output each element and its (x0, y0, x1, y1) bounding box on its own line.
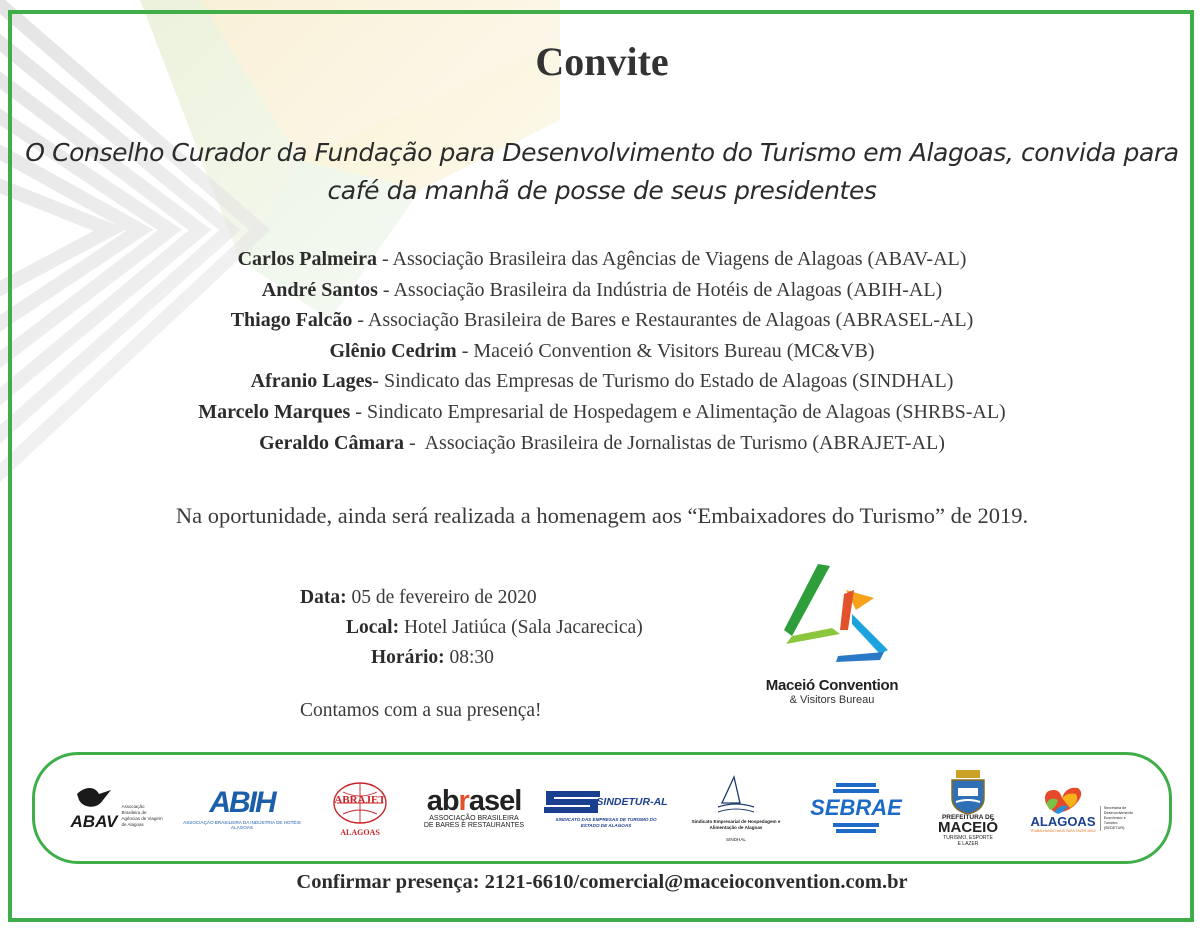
event-details (300, 583, 643, 673)
coat-of-arms-icon (948, 770, 988, 814)
place-label: Local: (346, 617, 400, 638)
event-time (300, 643, 643, 673)
member-org: Sindicato das Empresas de Turismo do Estado de Alagoas (SINDHAL) (383, 370, 954, 393)
member-org: Maceió Convention & Visitors Bureau (MC&VB) (473, 339, 875, 362)
date-label: Data: (300, 587, 347, 608)
member-row (0, 244, 1204, 275)
sindetur-logo-name: SINDETUR-AL (596, 796, 668, 808)
prefeitura-maceio-logo (919, 755, 1017, 861)
alagoas-logo-name: ALAGOAS (1030, 813, 1096, 829)
event-date (300, 583, 643, 613)
member-row (0, 275, 1204, 306)
member-name: Afranio Lages (250, 370, 373, 393)
mcvb-logo (752, 558, 912, 718)
member-row (0, 366, 1204, 397)
member-list (0, 244, 1204, 458)
member-org: Associação Brasileira das Agências de Viagens de Alagoas (ABAV-AL) (392, 248, 967, 270)
abih-logo-sub2: ALAGOAS (231, 825, 253, 830)
mcvb-logo-icon (772, 558, 892, 676)
member-separator: - (376, 248, 393, 270)
sindhal-logo (681, 755, 791, 861)
member-name: Geraldo Câmara (259, 431, 405, 454)
member-separator: - (352, 309, 368, 332)
sebrae-bar (833, 823, 879, 827)
member-org: Associação Brasileira da Indústria de Hotéis de Alagoas (ABIH-AL) (393, 278, 943, 301)
alagoas-logo (1025, 755, 1143, 861)
prefeitura-line2: MACEIÓ (938, 818, 998, 836)
sebrae-logo (801, 755, 911, 861)
homage-note: Na oportunidade, ainda será realizada a homenagem aos “Embaixadores do Turismo” de 2019. (175, 503, 1029, 528)
member-org: Associação Brasileira de Bares e Restaurantes de Alagoas (ABRASEL-AL) (367, 309, 974, 332)
member-org: Associação Brasileira de Jornalistas de Turismo (ABRAJET-AL) (424, 431, 945, 454)
member-separator: - (377, 278, 394, 301)
prefeitura-line3: TURISMO, ESPORTE (943, 834, 993, 841)
abrajet-logo-name: ABRAJET (334, 793, 386, 806)
subtitle-line-2: café da manhã de posse de seus presidentes (327, 176, 877, 205)
member-org: Sindicato Empresarial de Hospedagem e Alimentação de Alagoas (SHRBS-AL) (366, 400, 1006, 423)
place-value: Hotel Jatiúca (Sala Jacarecica) (399, 617, 643, 638)
alagoas-logo-sub: TRABALHANDO MAIS PARA FAZER MAIS (1030, 828, 1096, 833)
invitation-title: Convite (535, 39, 669, 84)
prefeitura-line1: PREFEITURA DE (941, 813, 995, 821)
abav-logo-sub: Associação Brasileira de Agências de Viagem de Alagoas (121, 804, 163, 827)
member-row (0, 428, 1204, 459)
sindetur-logo (539, 755, 673, 861)
member-name: André Santos (261, 278, 378, 301)
member-row (0, 397, 1204, 428)
member-row (0, 305, 1204, 336)
abih-logo-sub: ASSOCIAÇÃO BRASILEIRA DA INDÚSTRIA DE HOTÉIS (183, 820, 301, 825)
abrasel-logo (415, 755, 533, 861)
sponsor-logo-bar (32, 752, 1172, 864)
member-name: Marcelo Marques (198, 400, 351, 423)
time-value: 08:30 (444, 647, 494, 668)
member-separator: - (404, 431, 425, 454)
subtitle-line-1: O Conselho Curador da Fundação para Desenvolvimento do Turismo em Alagoas, convida para (25, 138, 1179, 167)
member-separator: - (372, 370, 384, 393)
member-name: Glênio Cedrim (329, 339, 457, 362)
time-label: Horário: (371, 647, 445, 668)
abrajet-logo-sub: ALAGOAS (340, 827, 380, 837)
sindetur-s-icon (544, 787, 600, 817)
abrasel-logo-sub2: DE BARES E RESTAURANTES (423, 822, 525, 829)
abrajet-logo (315, 755, 405, 861)
sindhal-logo-sub2: SINDHAL (726, 836, 746, 842)
sebrae-bar (836, 829, 876, 833)
sebrae-bar (836, 783, 876, 787)
member-name: Carlos Palmeira (237, 248, 377, 270)
mcvb-logo-name: Maceió Convention (765, 677, 899, 694)
abrasel-logo-name-b: asel (468, 785, 522, 817)
member-name: Thiago Falcão (230, 309, 353, 332)
member-separator: - (350, 400, 367, 423)
abav-logo-name: ABAV (70, 812, 118, 831)
sindhal-logo-sub: Sindicato Empresarial de Hospedagem e Alimentação de Alagoas (691, 818, 781, 830)
bird-icon (75, 784, 113, 812)
rsvp-contact: Confirmar presença: 2121-6610/comercial@maceioconvention.com.br (296, 871, 908, 893)
waves-icon (714, 775, 758, 819)
member-separator: - (456, 339, 474, 362)
sebrae-logo-name: SEBRAE (810, 795, 902, 820)
sindetur-logo-sub: SINDICATO DAS EMPRESAS DE TURISMO DO ESTADO DE ALAGOAS (555, 817, 657, 828)
abrasel-logo-name-r: r (458, 785, 469, 817)
alagoas-heart-icon (1040, 784, 1086, 814)
abih-logo (181, 755, 303, 861)
abrasel-logo-name-a: ab (426, 785, 459, 817)
member-row (0, 336, 1204, 367)
mcvb-logo-sub: & Visitors Bureau (789, 694, 875, 706)
abih-logo-name: ABIH (209, 786, 275, 819)
event-place (300, 613, 643, 643)
prefeitura-line4: E LAZER (957, 840, 979, 847)
sebrae-bar (833, 789, 879, 793)
abav-logo (61, 755, 173, 861)
closing-text: Contamos com a sua presença! (300, 700, 542, 721)
date-value: 05 de fevereiro de 2020 (346, 587, 537, 608)
abrasel-logo-sub: ASSOCIAÇÃO BRASILEIRA (429, 815, 519, 822)
invitation-subtitle (20, 134, 1184, 210)
alagoas-logo-side: Secretaria de Desenvolvimento Econômico e Turismo (SEDETUR) (1100, 806, 1138, 831)
